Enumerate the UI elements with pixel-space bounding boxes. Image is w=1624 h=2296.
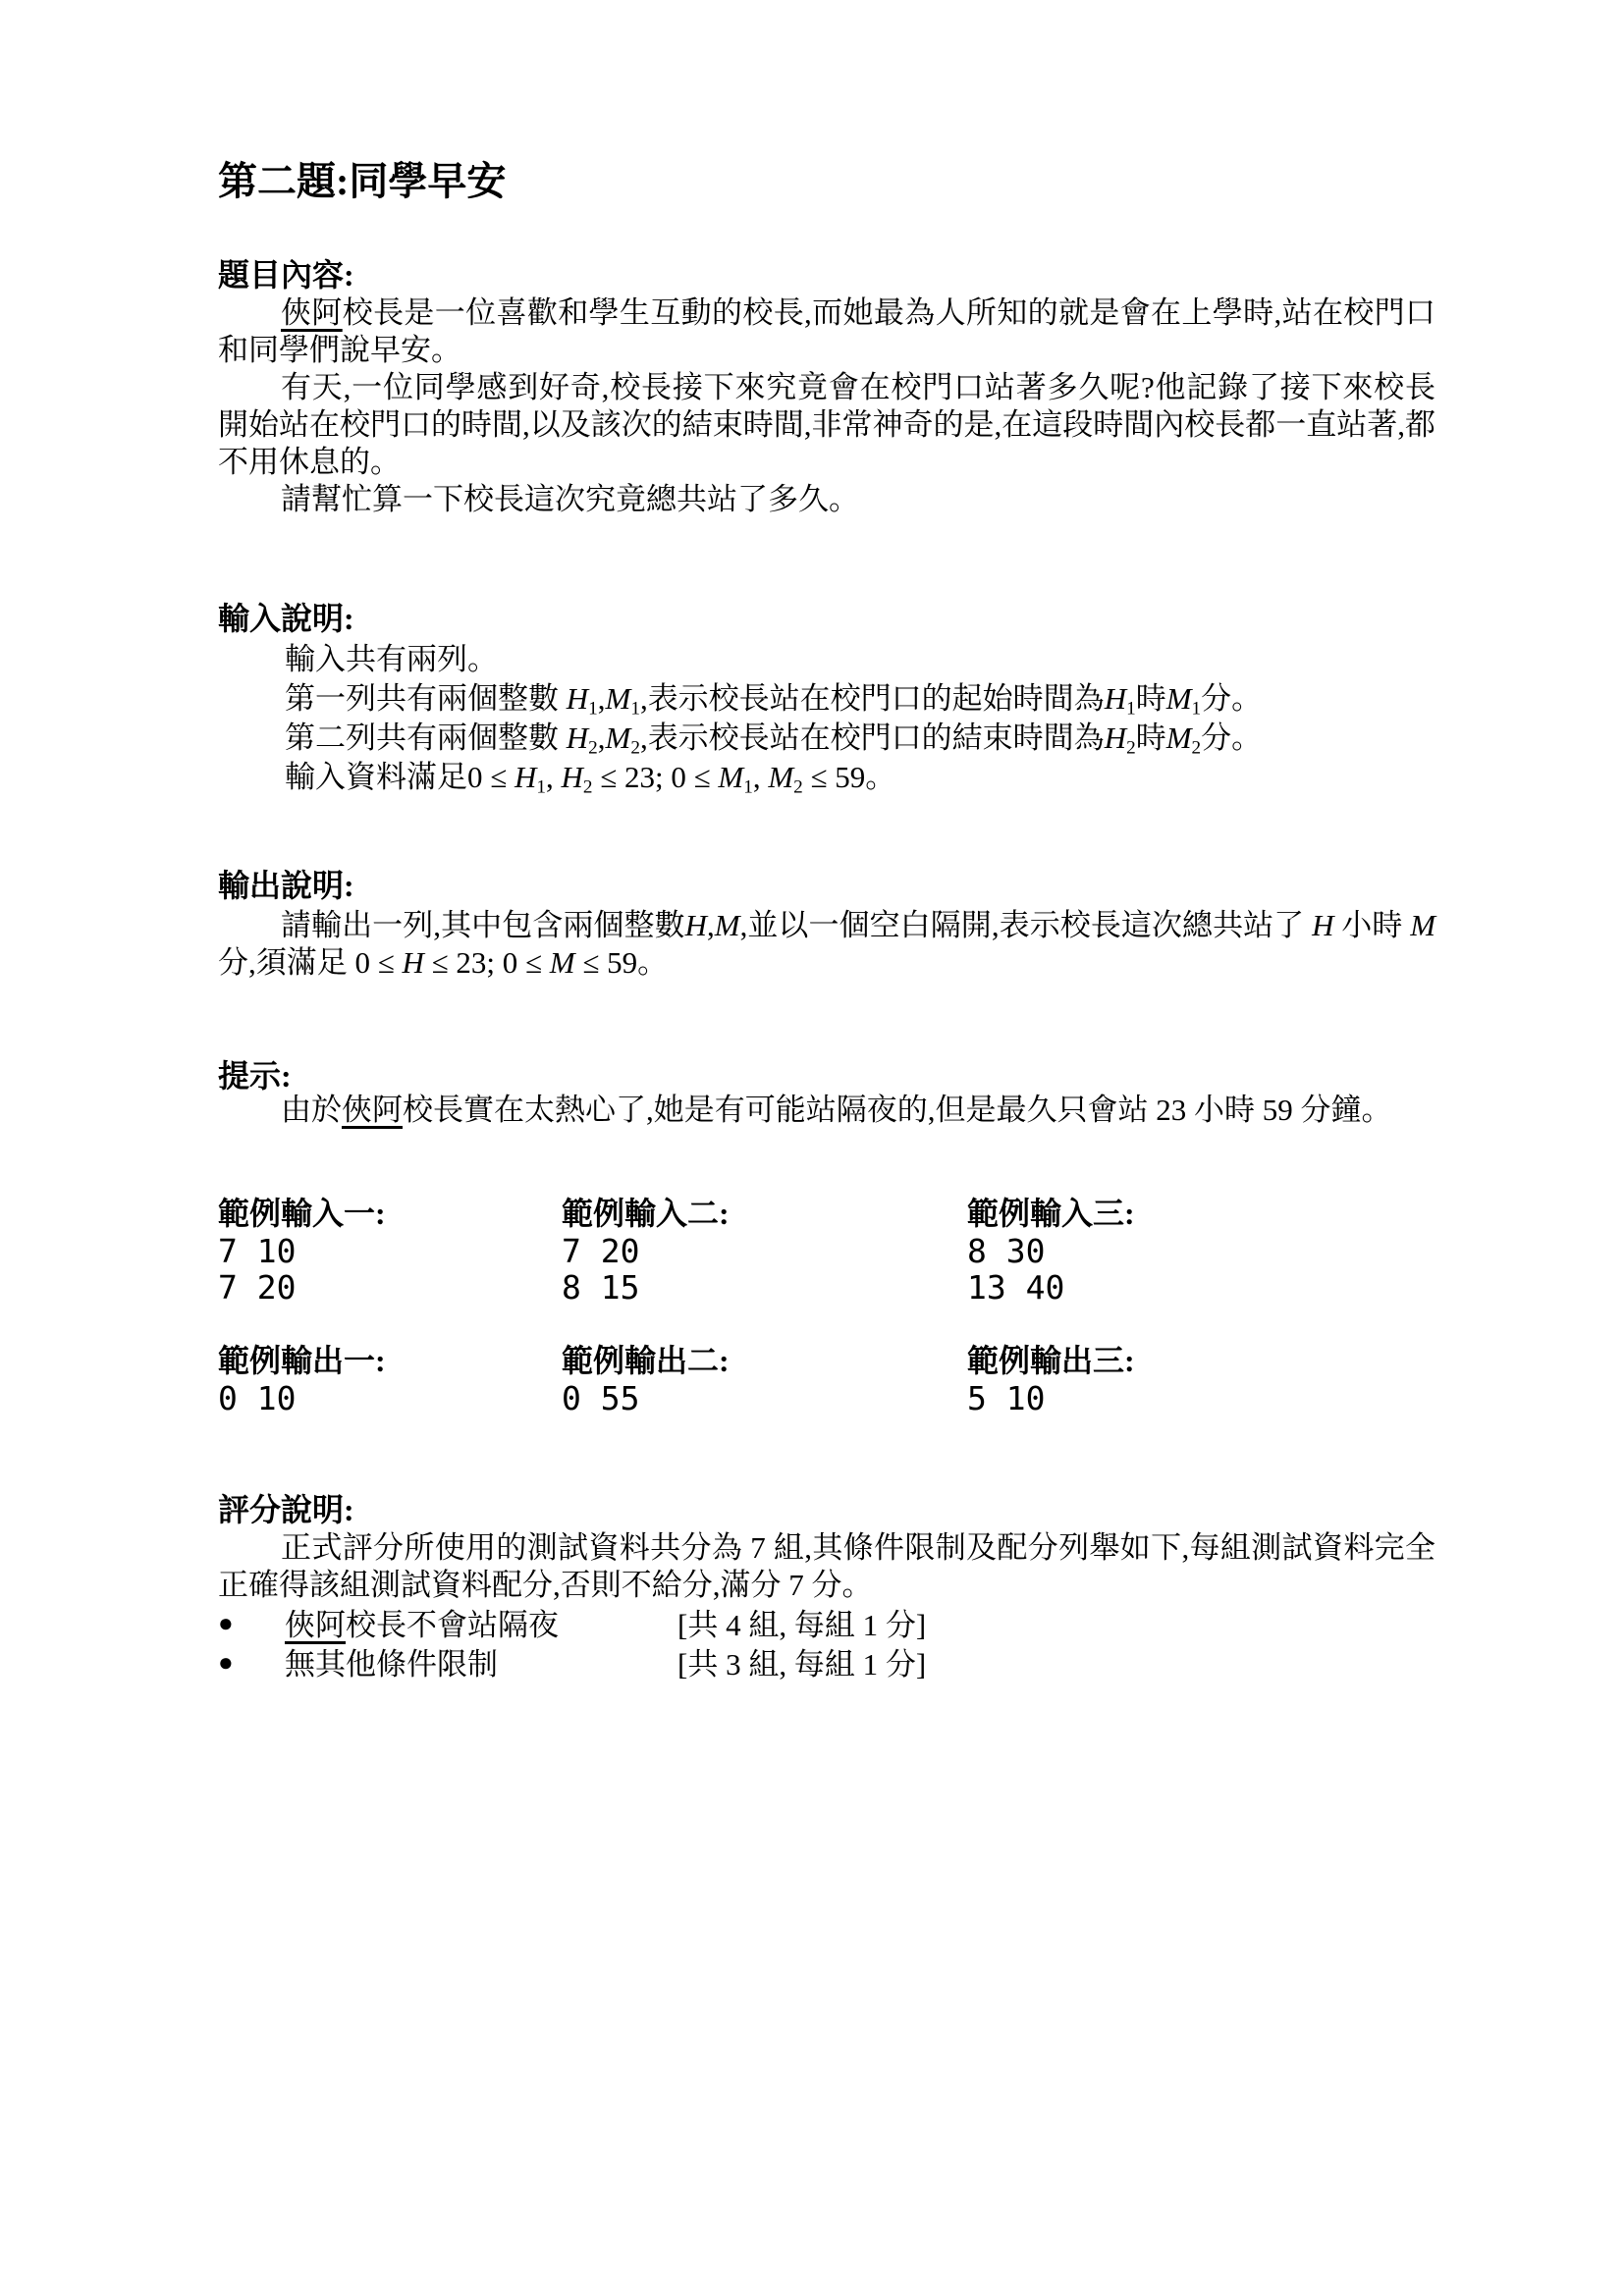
text-segment: 。: [865, 760, 896, 794]
text-segment: 2: [793, 776, 803, 798]
text-segment: H: [514, 760, 537, 794]
text-segment: 1: [630, 698, 640, 720]
text-segment: ,表示校長站在校門口的結束時間為: [639, 721, 1105, 755]
example-input-1: [218, 1194, 386, 1306]
bullet-icon: ●: [218, 1648, 234, 1677]
text-segment: 7: [750, 1530, 766, 1565]
text-segment: H: [566, 681, 589, 716]
text-segment: 時: [1135, 721, 1166, 755]
text-segment: M: [549, 945, 575, 980]
text-segment: M: [605, 721, 631, 755]
section-heading-hint: 提示:: [218, 1058, 292, 1094]
text-segment: H: [402, 945, 424, 980]
text-segment: ,: [597, 721, 606, 755]
text-segment: 23: [1156, 1093, 1187, 1127]
problem-paragraph-2: [218, 369, 1435, 481]
text-segment: 1: [743, 776, 753, 798]
scoring-body: [218, 1529, 1435, 1604]
text-segment: 俠阿: [285, 1608, 346, 1642]
scoring-paragraph: [218, 1529, 1435, 1604]
input-line-4: [218, 758, 1435, 797]
text-segment: 校長不會站隔夜: [346, 1608, 559, 1642]
example-outputs-row: [218, 1341, 1435, 1429]
scoring-bullet-2: [218, 1645, 1435, 1684]
text-segment: H: [1104, 681, 1127, 716]
example-input-1-heading: 範例輸入一:: [218, 1196, 386, 1231]
text-segment: 分。: [1201, 681, 1263, 716]
text-segment: 2: [1126, 737, 1136, 759]
example-input-2: [562, 1194, 730, 1306]
text-segment: 有天,一位同學感到好奇,校長接下來究竟會在校門口站著多久呢?他記錄了接下來校長開始站在校門口的時間,以及該次的結束時間,非常神奇的是,在這段時間內校長都一直站著,都不用休息的。: [218, 370, 1435, 479]
text-segment: ,並以一個空白隔開,表示校長這次總共站了: [739, 908, 1313, 942]
text-segment: 校長實在太熱心了,她是有可能站隔夜的,但是最久只會站: [403, 1093, 1157, 1127]
example-output-2: [562, 1341, 730, 1416]
text-segment: ≤ 23; 0 ≤: [592, 760, 719, 794]
example-input-2-heading: 範例輸入二:: [562, 1196, 730, 1231]
example-output-2-heading: 範例輸出二:: [562, 1343, 730, 1378]
hint-body: [218, 1092, 1435, 1129]
text-segment: M: [718, 760, 744, 794]
text-segment: 第一列共有兩個整數: [285, 681, 567, 716]
text-segment: 59: [1262, 1093, 1293, 1127]
text-segment: 正式評分所使用的測試資料共分為: [281, 1530, 751, 1565]
text-segment: M: [768, 760, 794, 794]
text-segment: 組,其條件限制及配分列舉如下,每組測試資料完全正確得該組測試資料配分,否則不給分,滿分: [218, 1530, 1436, 1602]
text-segment: ,表示校長站在校門口的起始時間為: [639, 681, 1105, 716]
text-segment: 分鐘。: [1292, 1093, 1392, 1127]
page-title: 第二題:同學早安: [218, 159, 507, 203]
text-segment: M: [1410, 908, 1436, 942]
scoring-bullet-1-score: [共 4 組, 每組 1 分]: [677, 1608, 927, 1642]
hint-paragraph: [218, 1092, 1435, 1129]
text-segment: 時: [1135, 681, 1166, 716]
text-segment: 2: [588, 737, 598, 759]
text-segment: ≤ 59: [574, 945, 638, 980]
example-input-1-line-2: 7 20: [218, 1268, 297, 1307]
scoring-bullet-2-text: [285, 1645, 498, 1684]
input-line-1: [218, 640, 1435, 679]
text-segment: 1: [1191, 698, 1202, 720]
text-segment: 分。: [803, 1568, 873, 1602]
input-body: [218, 640, 1435, 797]
text-segment: 2: [582, 776, 593, 798]
problem-paragraph-1: [218, 294, 1435, 369]
text-segment: H: [1312, 908, 1334, 942]
problem-paragraph-3: [218, 481, 1435, 518]
text-segment: 第二列共有兩個整數: [285, 721, 567, 755]
text-segment: M: [714, 908, 740, 942]
example-output-3-heading: 範例輸出三:: [967, 1343, 1135, 1378]
text-segment: M: [605, 681, 631, 716]
problem-body: [218, 294, 1435, 518]
example-input-2-line-2: 8 15: [562, 1268, 640, 1307]
text-segment: 請輸出一列,其中包含兩個整數: [281, 908, 685, 942]
text-segment: 俠阿: [342, 1093, 403, 1127]
text-segment: M: [1165, 681, 1192, 716]
example-inputs-row: [218, 1194, 1435, 1319]
example-output-3: [967, 1341, 1135, 1416]
example-input-3-heading: 範例輸入三:: [967, 1196, 1135, 1231]
text-segment: ≤ 59: [802, 760, 866, 794]
text-segment: 由於: [281, 1093, 342, 1127]
text-segment: 7: [788, 1568, 804, 1602]
example-input-1-line-1: 7 10: [218, 1232, 297, 1270]
text-segment: ,: [752, 760, 769, 794]
text-segment: 分。: [1201, 721, 1263, 755]
section-heading-input: 輸入說明:: [218, 601, 354, 636]
example-input-2-line-1: 7 20: [562, 1232, 640, 1270]
text-segment: 0 ≤: [354, 945, 403, 980]
text-segment: H: [1104, 721, 1127, 755]
scoring-bullets: [218, 1606, 1435, 1684]
text-segment: 2: [630, 737, 640, 759]
bullet-icon: ●: [218, 1609, 234, 1637]
example-output-3-line-1: 5 10: [967, 1379, 1046, 1417]
section-heading-scoring: 評分說明:: [218, 1492, 354, 1527]
text-segment: 1: [536, 776, 547, 798]
text-segment: ≤ 23; 0 ≤: [423, 945, 550, 980]
text-segment: 輸入資料滿足: [285, 760, 467, 794]
scoring-bullet-1: [218, 1606, 1435, 1645]
text-segment: 俠阿: [281, 295, 343, 330]
example-output-1: [218, 1341, 386, 1416]
text-segment: 小時: [1186, 1093, 1263, 1127]
text-segment: H: [561, 760, 583, 794]
example-input-3-line-1: 8 30: [967, 1232, 1046, 1270]
example-output-1-line-1: 0 10: [218, 1379, 297, 1417]
scoring-bullet-1-text: [285, 1606, 559, 1645]
section-heading-problem: 題目內容:: [218, 257, 354, 293]
example-output-2-line-1: 0 55: [562, 1379, 640, 1417]
text-segment: 1: [588, 698, 598, 720]
text-segment: ,: [706, 908, 715, 942]
example-input-3-line-2: 13 40: [967, 1268, 1065, 1307]
output-paragraph: [218, 907, 1435, 982]
output-body: [218, 907, 1435, 982]
text-segment: 無其他條件限制: [285, 1647, 498, 1682]
text-segment: 輸入共有兩列。: [285, 642, 498, 676]
example-input-3: [967, 1194, 1135, 1306]
input-line-2: [218, 679, 1435, 719]
section-heading-output: 輸出說明:: [218, 868, 354, 903]
text-segment: M: [1165, 721, 1192, 755]
text-segment: 小時: [1333, 908, 1411, 942]
text-segment: 分,須滿足: [218, 945, 355, 980]
text-segment: H: [684, 908, 707, 942]
text-segment: 1: [1126, 698, 1136, 720]
input-line-3: [218, 719, 1435, 758]
example-output-1-heading: 範例輸出一:: [218, 1343, 386, 1378]
text-segment: 校長是一位喜歡和學生互動的校長,而她最為人所知的就是會在上學時,站在校門口和同學們說早安。: [218, 295, 1436, 367]
text-segment: ,: [546, 760, 562, 794]
text-segment: H: [566, 721, 589, 755]
text-segment: 0 ≤: [467, 760, 515, 794]
text-segment: 2: [1191, 737, 1202, 759]
scoring-bullet-2-score: [共 3 組, 每組 1 分]: [677, 1647, 927, 1682]
text-segment: 請幫忙算一下校長這次究竟總共站了多久。: [281, 482, 859, 516]
text-segment: ,: [597, 681, 606, 716]
text-segment: 。: [637, 945, 669, 980]
